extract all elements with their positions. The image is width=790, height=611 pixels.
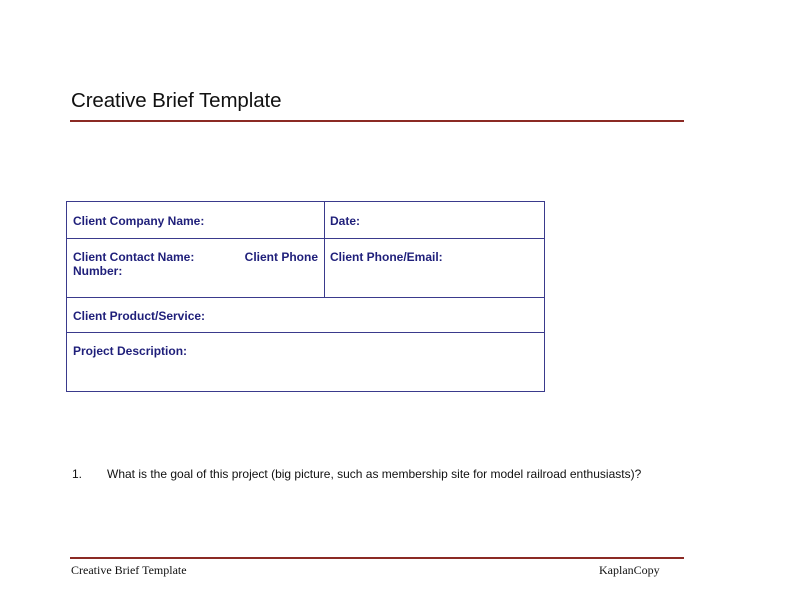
client-company-name-label: Client Company Name:: [73, 214, 205, 228]
document-title: Creative Brief Template: [71, 89, 282, 112]
table-row-project-description: [67, 333, 544, 390]
table-row-product-service: [67, 298, 544, 333]
client-product-service-label: Client Product/Service:: [73, 309, 206, 323]
footer-left-text: Creative Brief Template: [71, 563, 187, 577]
question-number: 1.: [72, 467, 83, 481]
client-company-name-cell[interactable]: [67, 202, 325, 238]
title-divider: [70, 120, 684, 122]
question-text: What is the goal of this project (big picture, such as membership site for model railroad enthusiasts)?: [107, 467, 642, 481]
project-description-label: Project Description:: [73, 344, 188, 358]
footer-divider: [70, 557, 684, 559]
client-contact-name-label: Client Contact Name:: [73, 250, 195, 264]
project-description-cell[interactable]: [67, 333, 544, 390]
client-product-service-cell[interactable]: [67, 298, 544, 332]
footer-right-text: KaplanCopy: [599, 563, 660, 577]
client-phone-email-cell[interactable]: [325, 239, 544, 297]
client-info-table: [66, 201, 545, 392]
table-row-contact-phone: [67, 239, 544, 298]
date-cell[interactable]: [325, 202, 544, 238]
client-phone-email-label: Client Phone/Email:: [330, 250, 443, 264]
client-contact-cell[interactable]: [67, 239, 325, 297]
client-phone-label: Client Phone: [244, 250, 318, 264]
date-label: Date:: [330, 214, 361, 228]
table-row-company-date: [67, 202, 544, 239]
client-phone-number-label: Number:: [73, 264, 123, 278]
